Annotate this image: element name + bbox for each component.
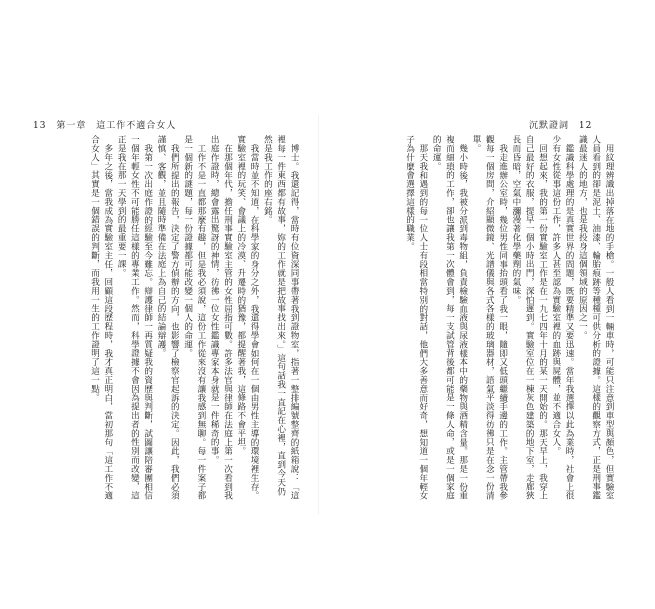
paragraph: 我第一次出庭作證的經驗至今難忘。辯護律師一再質疑我的資歷與判斷，試圖讓陪審團相信一個年輕女性不可能勝任這樣的專業工作。然而，科學證據不會因為提出者的性別而改變，這正是我在那一天學到的最重要一課。: [116, 135, 153, 500]
paragraph: 鑑識科學處理的是真實世界的問題，既要精準又要迅速。當年我選擇以此為業時，社會上很少有女性從事這份工作，許多人甚至認為實驗室裡的血跡與屍體，並不適合女人。: [550, 135, 575, 500]
right-page-body: [333, 135, 615, 501]
paragraph: 我們所提出的報告，決定了警方偵辦的方向，也影響了檢察官起訴的決定。因此，我們必須謹慎、客觀，並且隨時準備在法庭上為自己的結論辯護。: [156, 135, 180, 500]
paragraph: 工作不是一直都那麼有趣，但是我必須說，這份工作從來沒有讓我感到無聊。每一件案子都是一個新的謎題，每一份證據都可能改變一個人的命運。: [182, 135, 206, 500]
paragraph: 用紋理辨識出掉落在地的手槍。一般人看到一輛車時，可能只注意到車型與顏色，但實驗室人員看到的卻是泥土、油漆、輪胎痕跡等種種可供分析的證據。這樣的觀察方式，正是刑事鑑識最迷人的地方，也是我投身這個領域的原因之一。: [577, 135, 614, 500]
chapter-label: 第一章: [56, 121, 87, 131]
right-page-number: 12: [578, 121, 593, 131]
chapter-title: 這工作不適合女人: [96, 121, 177, 131]
paragraph: 博士。我還記得，當時有位資深同事帶著我到證物室，指著一整排編號整齊的紙箱說：「這裡每一件東西都有故事，妳的工作就是把故事找出來。」這句話我一直記在心裡，直到今天仍然是我工作的座右銘。: [262, 135, 299, 500]
right-page-header: [529, 118, 598, 131]
book-title: 沉默證詞: [529, 121, 570, 131]
paragraph: 那天我和遇到的每一位人士有段相當特別的對話，他們大多善意而好奇，想知道一個年輕女子為什麼會選擇這樣的職業。: [404, 135, 428, 500]
paragraph: 我當時並不知道，在科學家的身分之外，我還得學會如何在一個由男性主導的環境裡生存。實驗室裡的玩笑、會議上的冷漠、升遷時的猶豫，都提醒著我，這條路不會平坦。: [235, 135, 260, 500]
paragraph: 回想起來，我的第一份實驗室工作是在一九七四年十月的某一天開始的。那天早上，我穿上自己最好的衣服，提早一個小時出門，深怕遲到。實驗室位在一棟灰色建築的地下室，走廊狹長而昏暗，空氣中瀰漫著化學藥劑的氣味。: [510, 135, 548, 500]
left-page-header: [33, 118, 182, 131]
paragraph: 多年之後，當我成為實驗室主任，回顧這段歷程時，我才真正明白，當初那句「這工作不適合女人」其實是一個錯誤的判斷，而我用一生的工作證明了這一點。: [89, 135, 113, 500]
paragraph: 幾小時後，我被分派到毒物組，負責檢驗血液與尿液樣本中的藥物與酒精含量。那是一份重複而細瑣的工作，卻也讓我第一次體會到，每一支試管背後都可能是一條人命，或是一個家庭的命運。: [431, 135, 468, 500]
left-page-number: 13: [33, 121, 47, 131]
left-page-body: [34, 135, 300, 501]
paragraph: 在那個年代，擔任刑事實驗室主管的女性屈指可數。許多法官與律師在法庭上第一次看到我出庭作證時，總會露出驚訝的神情，彷彿一位女性鑑識專家本身就是一件稀奇的事。: [209, 135, 233, 500]
page-gutter: [318, 115, 319, 515]
paragraph: 我走進辦公室時，幾位男性同事抬頭看了我一眼，隨即又低頭繼續手邊的工作。主管帶我參觀每一個房間，介紹顯微鏡、光譜儀與各式各樣的玻璃器材，語氣平淡得彷彿只是在念一份清單。: [471, 135, 508, 500]
